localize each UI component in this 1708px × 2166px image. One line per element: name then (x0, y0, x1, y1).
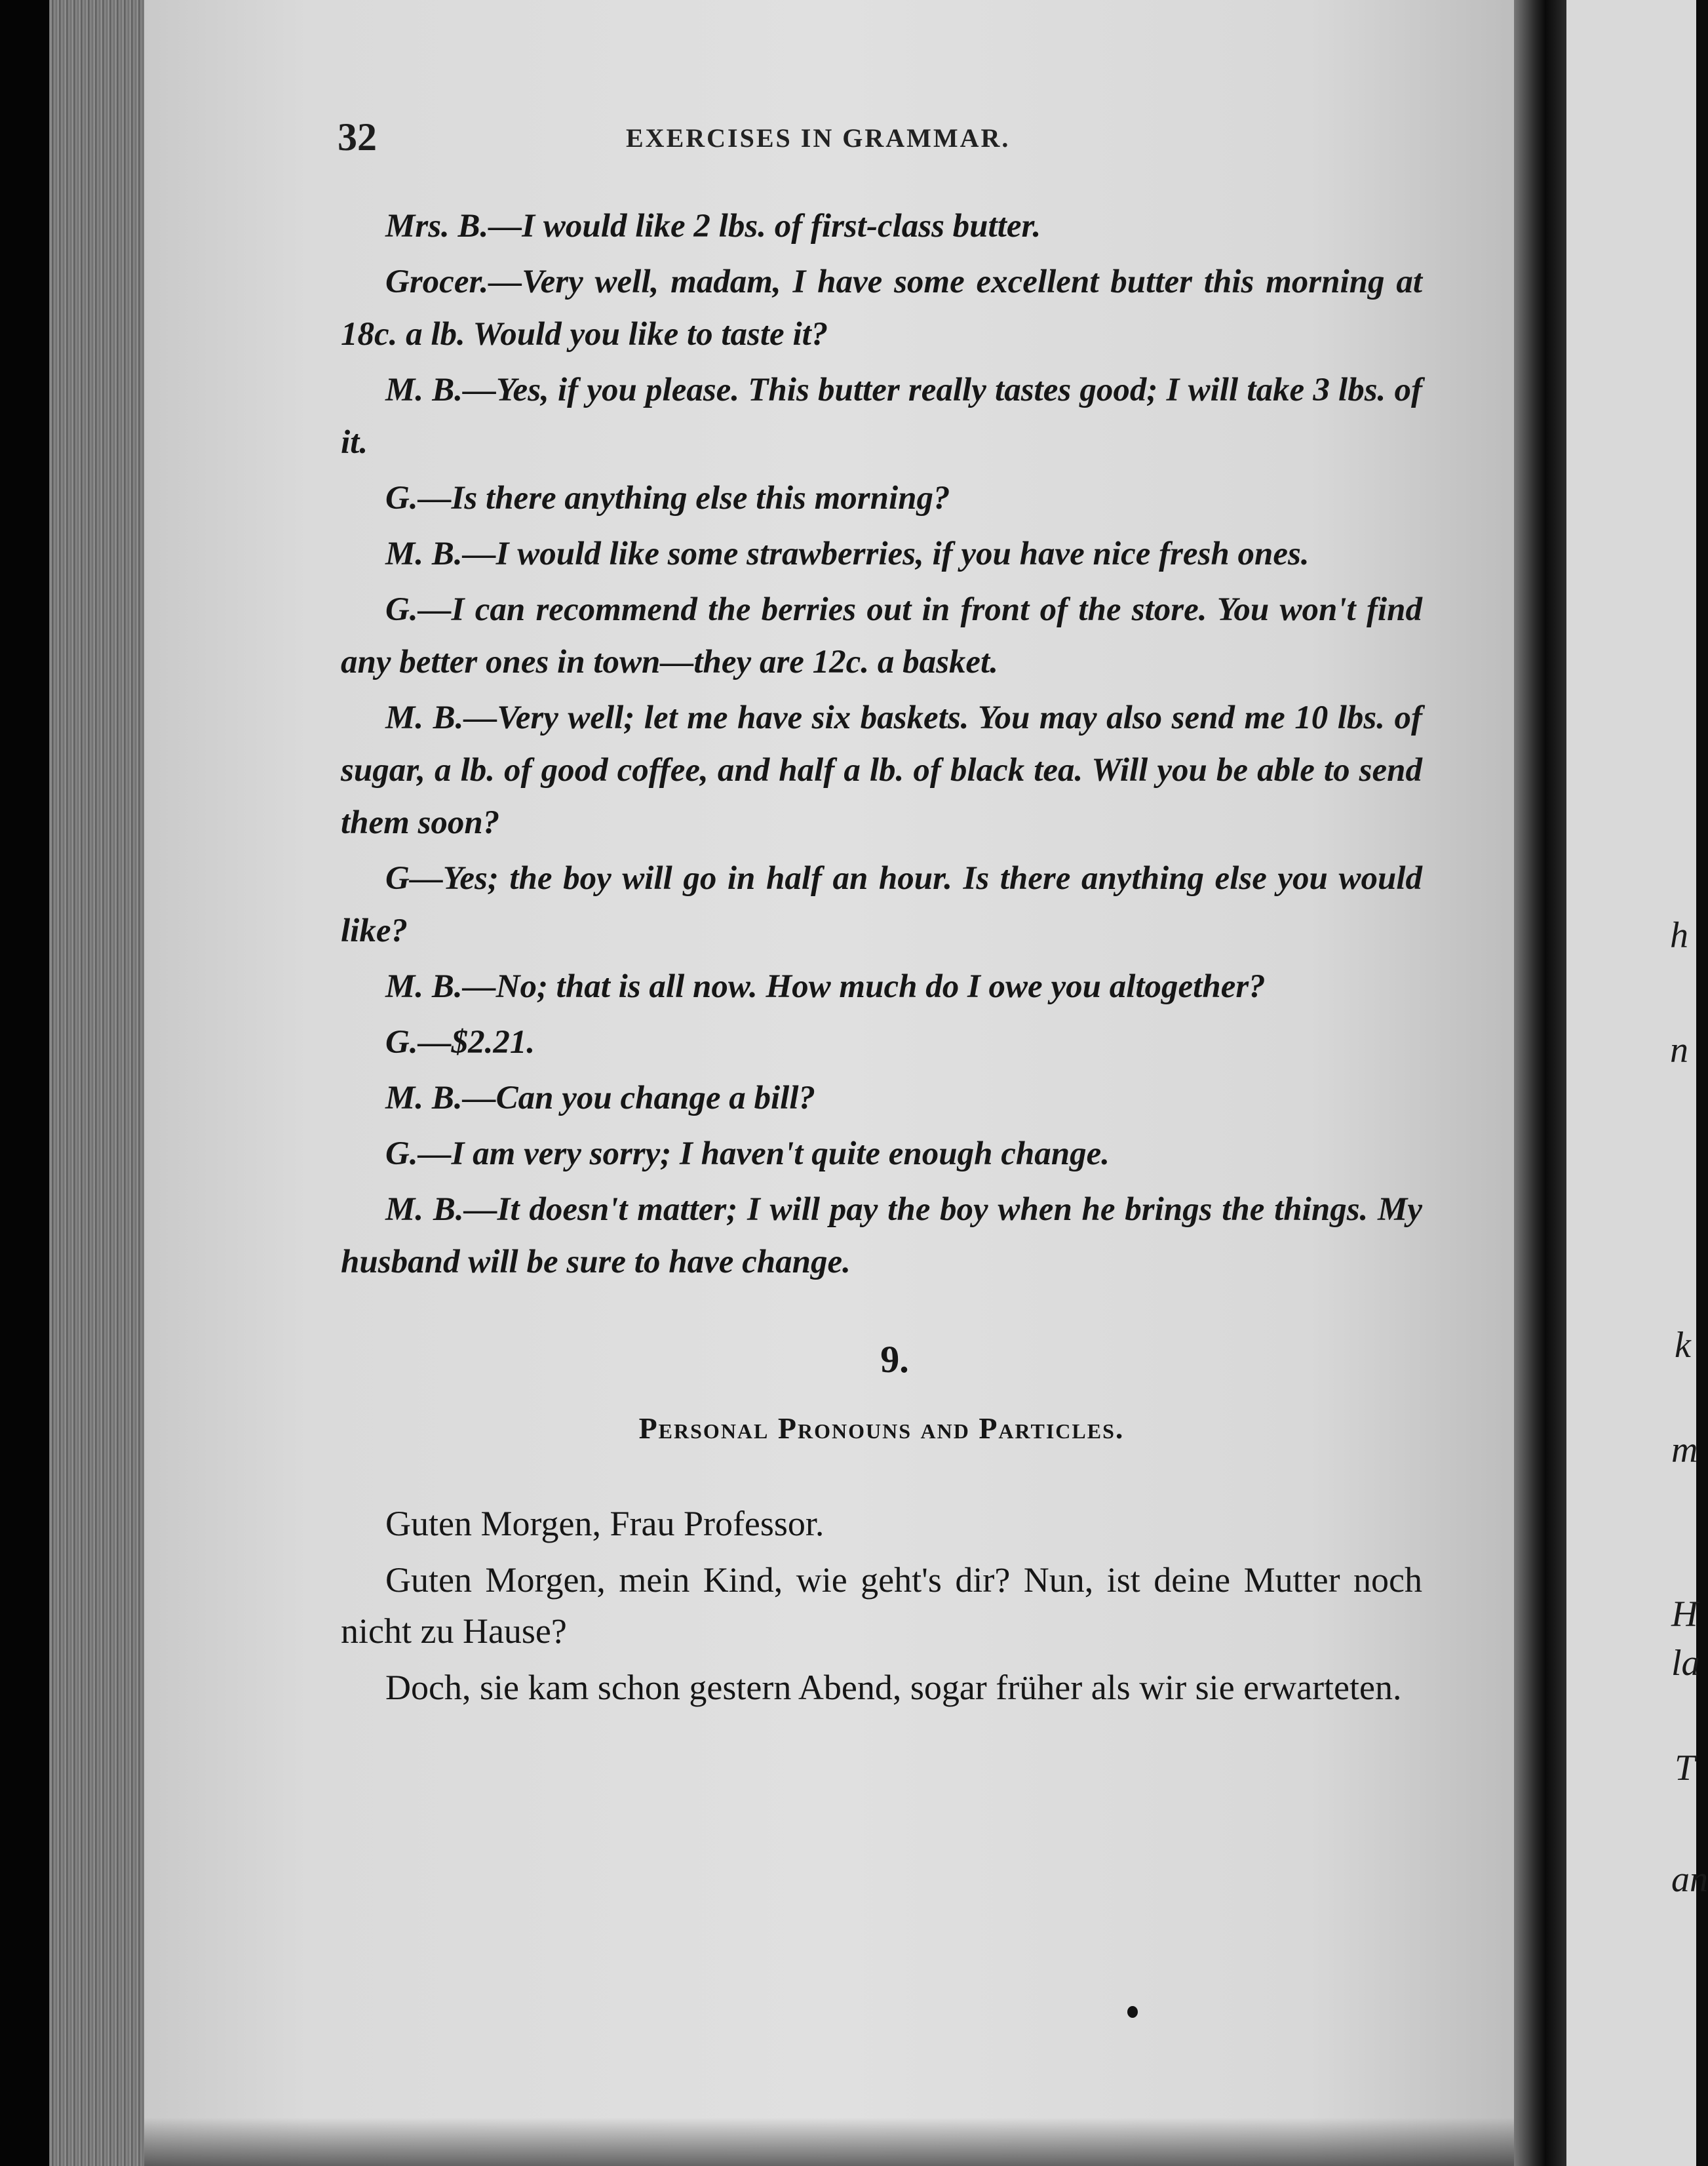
section-number: 9. (880, 1338, 909, 1381)
running-head: EXERCISES IN GRAMMAR. (626, 123, 1011, 153)
dialogue-line: M. B.—It doesn't matter; I will pay the boy when he brings the things. My husband will be sure to have change. (341, 1191, 1422, 1280)
page-bottom-shadow (144, 2117, 1514, 2166)
dialogue-line: M. B.—I would like some strawberries, if you have nice fresh ones. (385, 536, 1310, 572)
dialogue-line: Grocer.—Very well, madam, I have some excellent butter this morning at 18c. a lb. Would you like to taste it? (341, 264, 1422, 353)
german-line: Guten Morgen, mein Kind, wie geht's dir? Nun, ist deine Mutter noch nicht zu Hause? (341, 1560, 1422, 1651)
facing-page-fragment: h (1670, 915, 1688, 956)
german-line: Guten Morgen, Frau Professor. (385, 1504, 825, 1543)
dialogue-line: M. B.—Very well; let me have six baskets. You may also send me 10 lbs. of sugar, a lb. of good coffee, and half a lb. of black tea. Will you be able to send them soon? (341, 699, 1422, 841)
facing-page-fragment: n (1670, 1030, 1688, 1071)
dialogue-line: M. B.—Yes, if you please. This butter really tastes good; I will take 3 lbs. of it. (341, 372, 1422, 461)
dialogue-line: G.—I can recommend the berries out in front of the store. You won't find any better ones in town—they are 12c. a basket. (341, 591, 1422, 680)
dialogue-line: Mrs. B.—I would like 2 lbs. of first-class butter. (385, 208, 1041, 245)
facing-page-fragment: H (1671, 1594, 1698, 1634)
dialogue-line: M. B.—Can you change a bill? (385, 1080, 816, 1116)
facing-page-fragment: k (1675, 1325, 1691, 1366)
dialogue-line: G.—I am very sorry; I haven't quite enough change. (385, 1135, 1110, 1172)
dialogue-line: G.—$2.21. (385, 1024, 535, 1061)
ink-speck (1127, 2006, 1138, 2018)
page-stack-edge (49, 0, 144, 2166)
facing-page-fragment: T (1675, 1748, 1696, 1788)
facing-page-fragment: la (1671, 1643, 1700, 1684)
page-header (338, 115, 1426, 161)
scan-border (0, 0, 49, 2166)
dialogue-line: M. B.—No; that is all now. How much do I owe you altogether? (385, 968, 1266, 1005)
facing-page-fragment: an (1671, 1859, 1708, 1900)
section-title: Personal Pronouns and Particles. (638, 1411, 1125, 1445)
facing-page-edge (1566, 0, 1708, 2166)
page-number: 32 (338, 115, 377, 159)
german-line: Doch, sie kam schon gestern Abend, sogar früher als wir sie erwarteten. (385, 1668, 1402, 1707)
book-gutter (1514, 0, 1566, 2166)
dialogue-line: G—Yes; the boy will go in half an hour. Is there anything else you would like? (341, 860, 1422, 949)
facing-page-fragment: m (1671, 1430, 1698, 1470)
dialogue-line: G.—Is there anything else this morning? (385, 480, 950, 517)
page-body (341, 200, 1422, 1718)
